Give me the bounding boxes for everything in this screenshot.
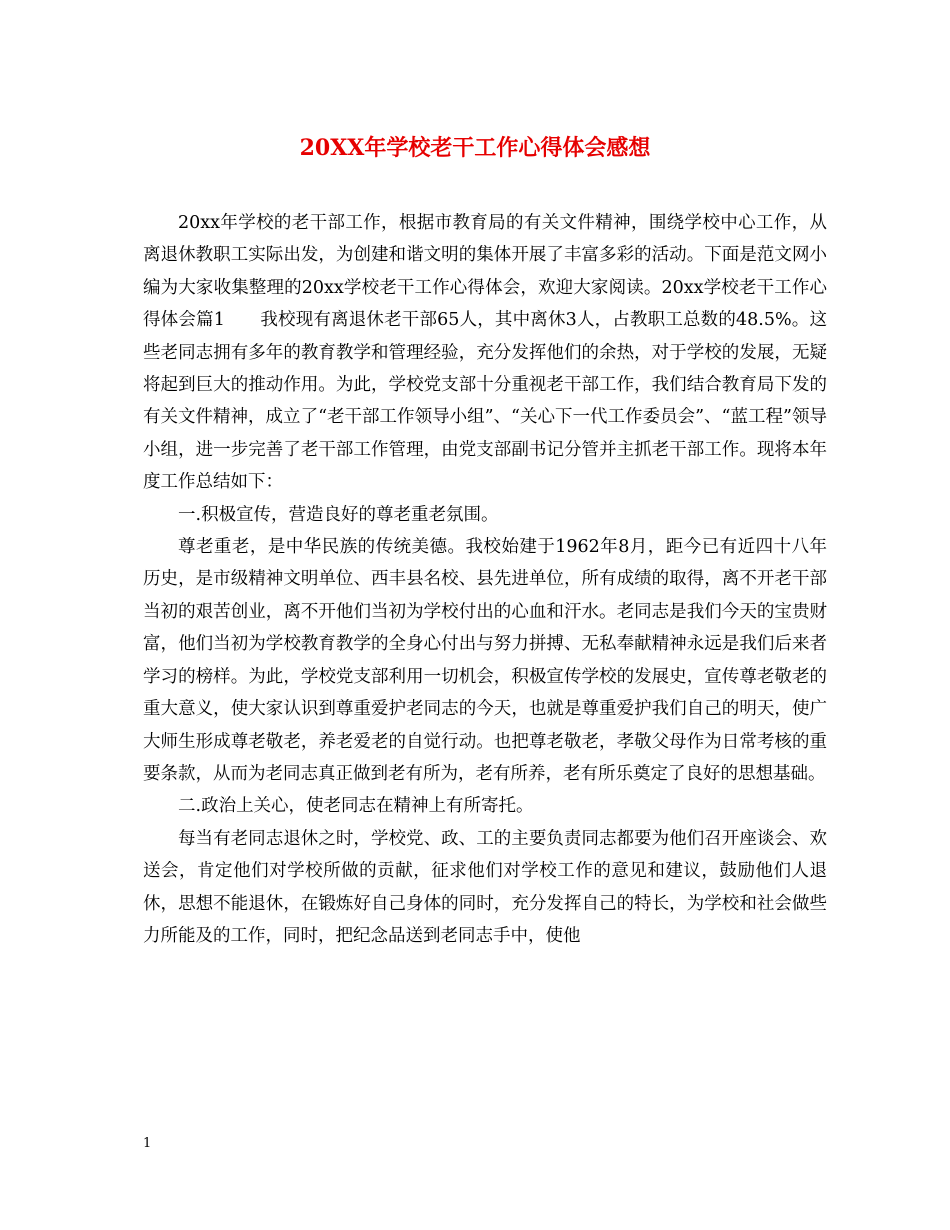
section-heading-2: 二.政治上关心，使老同志在精神上有所寄托。 xyxy=(178,796,534,817)
section-heading-1: 一.积极宣传，营造良好的尊老重老氛围。 xyxy=(178,504,499,525)
document-body xyxy=(143,207,827,952)
paragraph-section-1: 尊老重老，是中华民族的传统美德。我校始建于1962年8月，距今已有近四十八年历史，是市级精神文明单位、西丰县名校、县先进单位，所有成绩的取得，离不开老干部当初的艰苦创业，离不开他们当初为学校付出的心血和汗水。老同志是我们今天的宝贵财富，他们当初为学校教育教学的全身心付出与努力拼搏、无私奉献精神永远是我们后来者学习的榜样。为此，学校党支部利用一切机会，积极宣传学校的发展史，宣传尊老敬老的重大意义，使大家认识到尊重爱护老同志的今天，也就是尊重爱护我们自己的明天，使广大师生形成尊老敬老，养老爱老的自觉行动。也把尊老敬老，孝敬父母作为日常考核的重要条款，从而为老同志真正做到老有所为，老有所养，老有所乐奠定了良好的思想基础。 xyxy=(143,537,827,784)
paragraph-intro: 20xx年学校的老干部工作，根据市教育局的有关文件精神，围绕学校中心工作，从离退休教职工实际出发，为创建和谐文明的集体开展了丰富多彩的活动。下面是范文网小编为大家收集整理的20xx学校老干工作心得体会，欢迎大家阅读。20xx学校老干工作心得体会篇1 我校现有离退休老干部65人，其中离休3人，占教职工总数的48.5%。这些老同志拥有多年的教育教学和管理经验，充分发挥他们的余热，对于学校的发展，无疑将起到巨大的推动作用。为此，学校党支部十分重视老干部工作，我们结合教育局下发的有关文件精神，成立了“老干部工作领导小组”、“关心下一代工作委员会”、“蓝工程”领导小组，进一步完善了老干部工作管理，由党支部副书记分管并主抓老干部工作。现将本年度工作总结如下： xyxy=(143,213,827,493)
document-title: 20XX年学校老干工作心得体会感想 xyxy=(299,135,651,161)
page-number: 1 xyxy=(143,1136,152,1151)
paragraph-section-2: 每当有老同志退休之时，学校党、政、工的主要负责同志都要为他们召开座谈会、欢送会，肯定他们对学校所做的贡献，征求他们对学校工作的意见和建议，鼓励他们人退休，思想不能退休，在锻炼好自己身体的同时，充分发挥自己的特长，为学校和社会做些力所能及的工作，同时，把纪念品送到老同志手中，使他 xyxy=(143,828,827,946)
